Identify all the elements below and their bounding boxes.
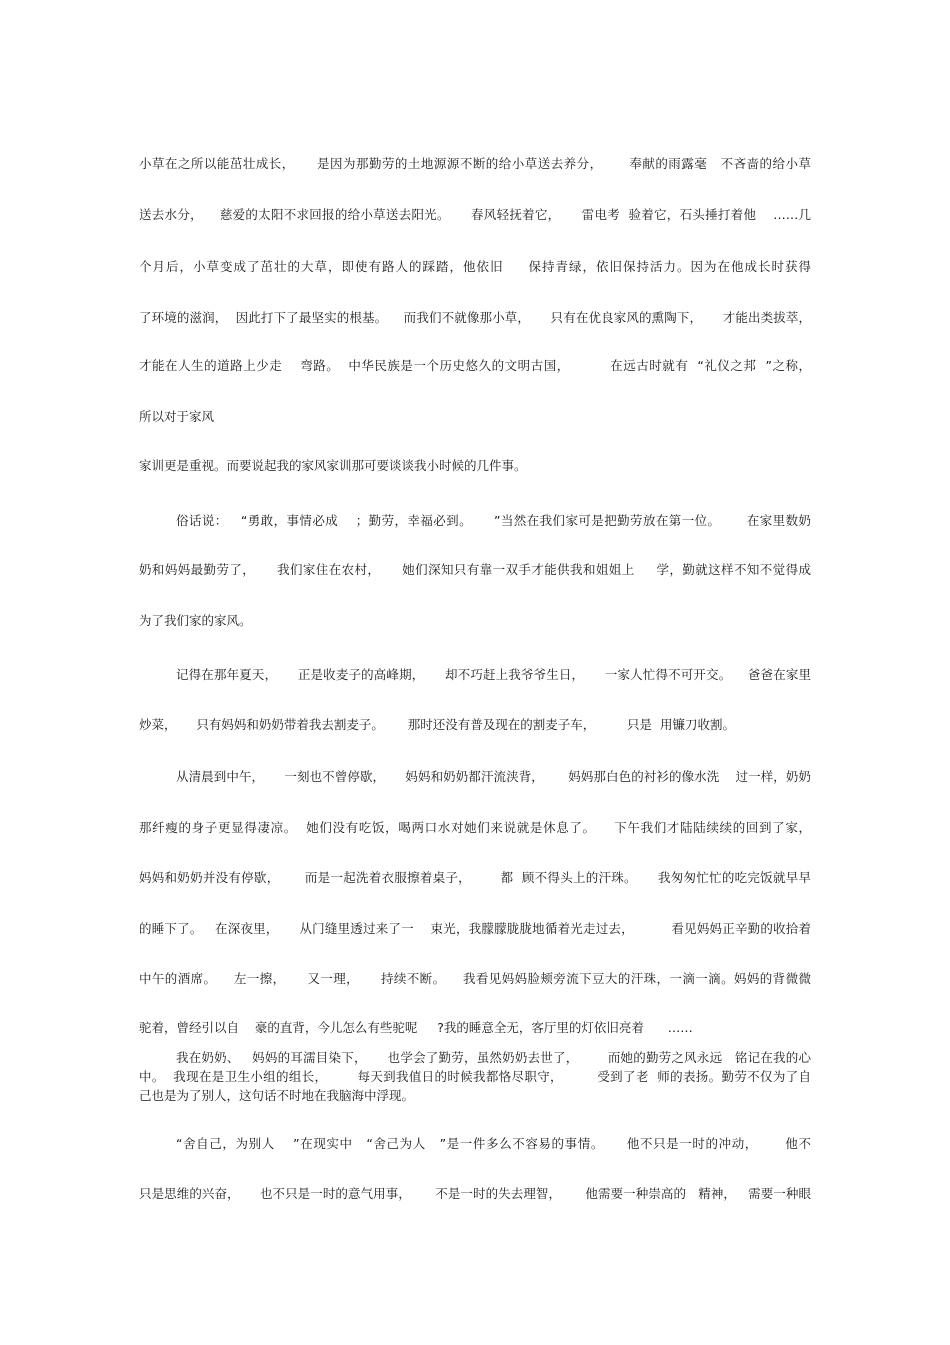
text-line: 才能在人生的道路上少走 弯路。 中华民族是一个历史悠久的文明古国， 在远古时就有 “礼仪之邦 ”之称，	[139, 358, 811, 373]
text-line: 记得在那年夏天， 正是收麦子的高峰期， 却不巧赶上我爷爷生日， 一家人忙得不可开交。 爸爸在家里	[176, 667, 811, 682]
text-line: 个月后，小草变成了茁壮的大草，即使有路人的踩踏，他依旧 保持青绿，依旧保持活力。因为在他成长时获得	[139, 259, 811, 274]
text-line: 的睡下了。 在深夜里， 从门缝里透过来了一 束光，我朦朦胧胧地循着光走过去， 看见妈妈正辛勤的收拾着	[139, 921, 811, 936]
text-line: “舍自己，为别人 ”在现实中 “舍己为人 ”是一件多么不容易的事情。 他不只是一时的冲动， 他不	[176, 1136, 811, 1151]
text-line: 俗话说： “勇敢，事情必成 ；勤劳，幸福必到。 ”当然在我们家可是把勤劳放在第一位。 在家里数奶	[176, 513, 811, 528]
text-line: 炒菜， 只有妈妈和奶奶带着我去割麦子。 那时还没有普及现在的割麦子车， 只是 用镰刀收割。	[139, 717, 735, 732]
text-line: 我在奶奶、 妈妈的耳濡目染下， 也学会了勤劳，虽然奶奶去世了， 而她的勤劳之风永远 铭记在我的心	[176, 1050, 811, 1065]
text-line: 奶和妈妈最勤劳了， 我们家住在农村， 她们深知只有靠一双手才能供我和姐姐上 学，勤就这样不知不觉得成	[139, 562, 811, 577]
text-line: 了环境的滋润， 因此打下了最坚实的根基。 而我们不就像那小草， 只有在优良家风的熏陶下， 才能出类拔萃，	[139, 310, 811, 325]
text-line: 为了我们家的家风。	[139, 613, 252, 628]
text-line: 小草在之所以能茁壮成长， 是因为那勤劳的土地源源不断的给小草送去养分， 奉献的雨露毫 不吝啬的给小草	[139, 156, 811, 171]
text-line: 己也是为了别人，这句话不时地在我脑海中浮现。	[139, 1088, 415, 1103]
text-line: 从清晨到中午， 一刻也不曾停歇， 妈妈和奶奶都汗流浃背， 妈妈那白色的衬衫的像水洗 过一样，奶奶	[176, 769, 811, 784]
text-line: 妈妈和奶奶并没有停歇， 而是一起洗着衣服擦着桌子， 都 顾不得头上的汗珠。 我匆匆忙忙的吃完饭就早早	[139, 870, 811, 885]
text-line: 送去水分， 慈爱的太阳不求回报的给小草送去阳光。 春风轻抚着它， 雷电考 验着它，石头捶打着他 ……几	[139, 207, 811, 222]
text-line: 中。 我现在是卫生小组的组长， 每天到我值日的时候我都恪尽职守， 受到了老 师的表扬。勤劳不仅为了自	[139, 1069, 811, 1084]
text-line: 驼着，曾经引以自 豪的直背，今儿怎么有些驼呢 ?我的睡意全无，客厅里的灯依旧亮着 ……	[139, 1020, 693, 1035]
text-line: 只是思维的兴奋， 也不只是一时的意气用事， 不是一时的失去理智， 他需要一种崇高的 精神， 需要一种眼	[139, 1186, 811, 1201]
text-line: 中午的酒席。 左一擦， 又一理， 持续不断。 我看见妈妈脸颊旁流下豆大的汗珠，一滴一滴。妈妈的背微微	[139, 971, 811, 986]
text-line: 所以对于家风	[139, 409, 215, 424]
text-line: 那纤瘦的身子更显得凄凉。 她们没有吃饭，喝两口水对她们来说就是休息了。 下午我们才陆陆续续的回到了家，	[139, 820, 811, 835]
text-line: 家训更是重视。而要说起我的家风家训那可要谈谈我小时候的几件事。	[139, 458, 527, 473]
